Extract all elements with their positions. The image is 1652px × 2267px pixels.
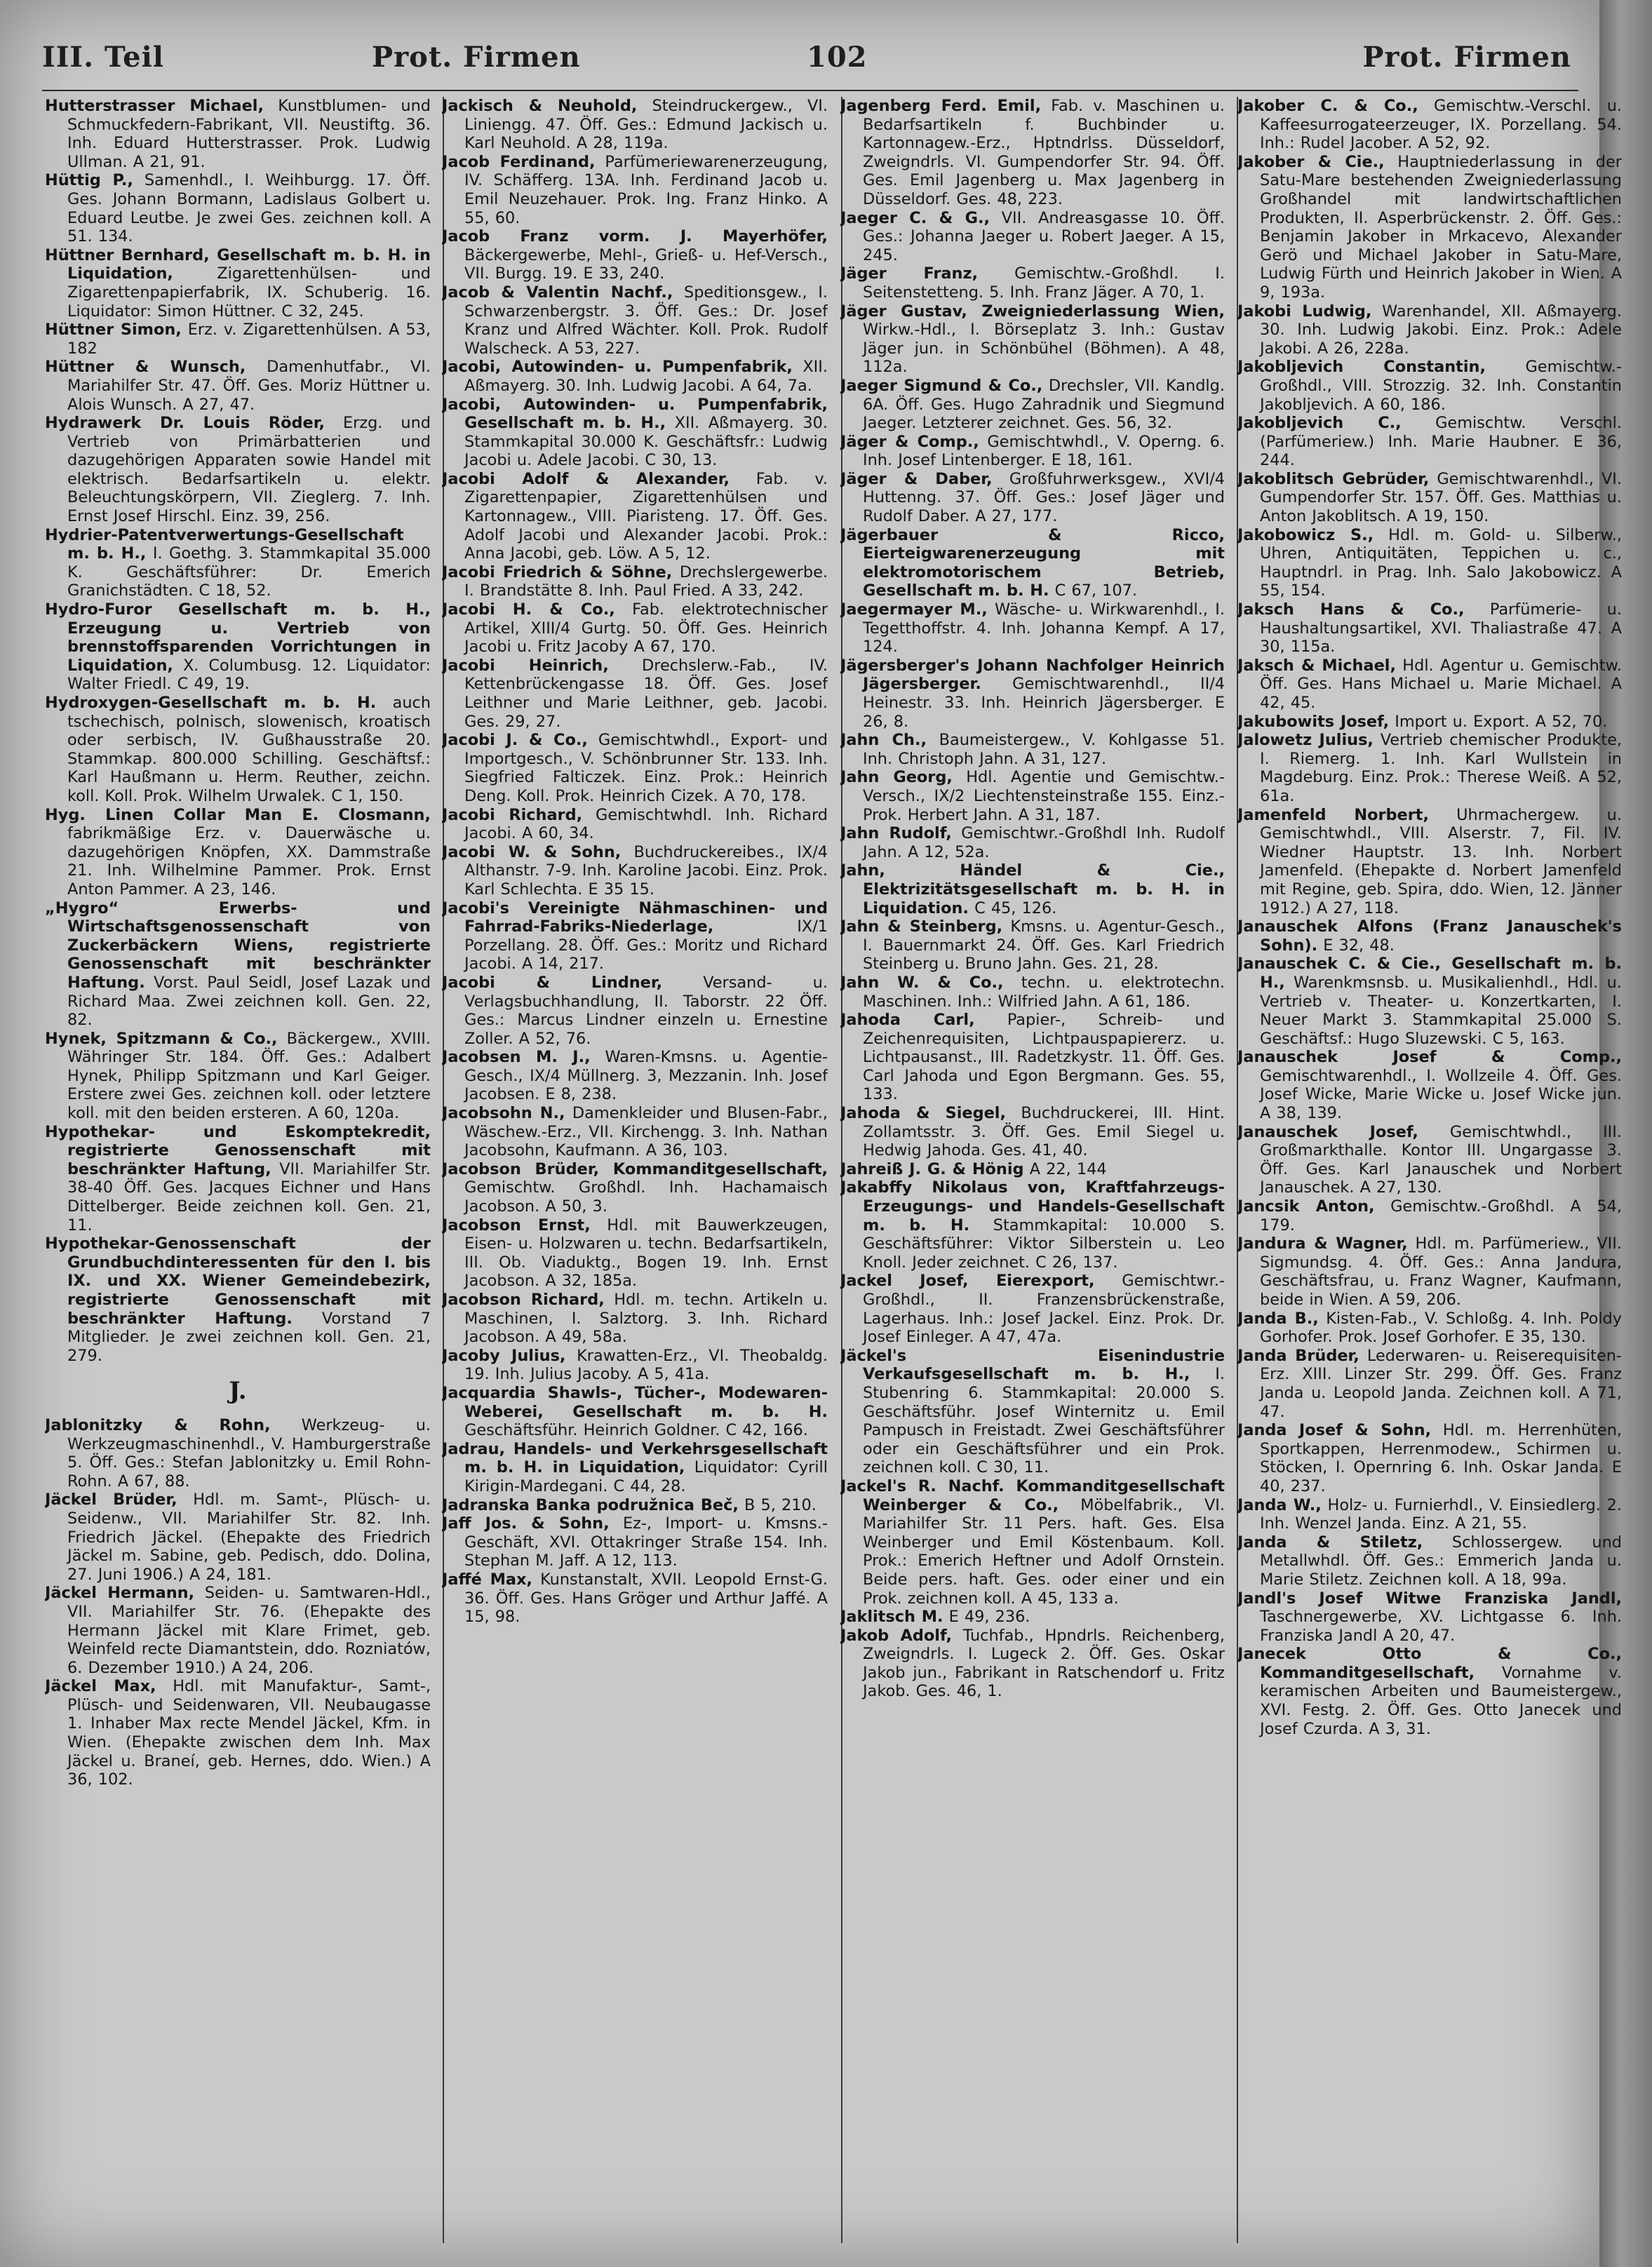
directory-entry: [1237, 731, 1622, 805]
directory-entry: [840, 768, 1225, 824]
directory-entry: [442, 358, 828, 395]
firm-name: Jaeger Sigmund & Co.,: [840, 376, 1043, 395]
column-4: [1237, 97, 1622, 2250]
firm-details: Gemischtwarenhdl., I. Wollzeile 4. Öff. Ges. Josef Wicke, Marie Wicke u. Josef Wicke jun. A 38, 139.: [1260, 1066, 1622, 1123]
firm-details: Damenkleider und Blusen-Fabr., Wäschew.-Erz., VII. Kirchengg. 3. Inh. Nathan Jacobsohn, Kaufmann. A 36, 103.: [464, 1104, 828, 1160]
firm-details: Vorst. Paul Seidl, Josef Lazak und Richard Maa. Zwei zeichnen koll. Gen. 22, 82.: [67, 973, 431, 1030]
firm-details: Werkzeug- u. Werkzeugmaschinenhdl., V. Hamburgerstraße 5. Öff. Ges.: Stefan Jablonitzky u. Emil Rohn-Rohn. A 67, 88.: [67, 1415, 431, 1491]
firm-name: Jahn Georg,: [840, 768, 953, 787]
directory-entry: [1237, 1533, 1622, 1589]
directory-entry: [840, 1104, 1225, 1160]
directory-entry: [442, 899, 828, 974]
firm-details: Wirkw.-Hdl., I. Börseplatz 3. Inh.: Gustav Jäger jun. in Schönbühel (Böhmen). A 48, 112a.: [863, 321, 1225, 377]
directory-entry: [840, 861, 1225, 917]
firm-name: Jancsik Anton,: [1237, 1197, 1375, 1216]
directory-entry: [840, 917, 1225, 974]
firm-details: Damenhutfabr., VI. Mariahilfer Str. 47. Öff. Ges. Moriz Hüttner u. Alois Wunsch. A 27, 47.: [67, 358, 431, 414]
firm-details: fabrikmäßige Erz. v. Dauerwäsche u. dazugehörigen Knöpfen, XX. Dammstraße 21. Inh. Wilhelmine Pammer. Prok. Ernst Anton Pammer. A 23, 146.: [67, 824, 431, 899]
directory-entry: [442, 1216, 828, 1291]
page-header: [42, 41, 1571, 90]
firm-details: Gemischtwhdl., III. Großmarkthalle. Kontor III. Ungargasse 3. Öff. Ges. Karl Janauschek und Norbert Janauschek. A 27, 130.: [1260, 1122, 1622, 1197]
firm-name: Jakob Adolf,: [840, 1626, 952, 1645]
firm-name: Hüttig P.,: [45, 171, 133, 190]
directory-entry: [840, 1178, 1225, 1272]
firm-name: Jacoby Julius,: [442, 1346, 566, 1365]
firm-details: Import u. Export. A 52, 70.: [1395, 712, 1608, 731]
firm-name: Jacobi Heinrich,: [442, 656, 609, 675]
directory-entry: [1237, 955, 1622, 1048]
header-rule: [42, 90, 1578, 91]
firm-details: Gemischtw. Großhdl. Inh. Hachamaisch Jacobson. A 50, 3.: [464, 1178, 828, 1216]
firm-name: Hydrier-Patentverwertungs-Gesellschaft m. b. H.,: [45, 525, 404, 563]
directory-entry: [840, 1627, 1225, 1701]
firm-details: Buchdruckereibes., IX/4 Althanstr. 7-9. Inh. Karoline Jacobi. Einz. Prok. Karl Schlechta. E 35 15.: [464, 842, 828, 899]
firm-name: Jakubowits Josef,: [1237, 712, 1390, 731]
firm-name: Jägersberger's Johann Nachfolger Heinrich Jägersberger.: [840, 656, 1225, 694]
firm-name: Jaff Jos. & Sohn,: [442, 1514, 610, 1533]
firm-name: Jacob Franz vorm. J. Mayerhöfer,: [442, 227, 828, 246]
firm-details: Speditionsgew., I. Schwarzenbergstr. 3. Öff. Ges.: Dr. Josef Kranz und Alfred Wächter. Koll. Prok. Rudolf Walscheck. A 53, 227.: [464, 283, 828, 358]
running-title-left: Prot. Firmen: [372, 41, 581, 74]
firm-name: Jahoda Carl,: [840, 1011, 975, 1030]
directory-entry: [840, 302, 1225, 377]
firm-name: Jandl's Josef Witwe Franziska Jandl,: [1237, 1589, 1622, 1608]
firm-details: Uhrmachergew. u. Gemischtwhdl., VIII. Alserstr. 7, Fil. IV. Wiedner Hauptstr. 13. Inh. Norbert Jamenfeld. (Ehepakte d. Norbert Jamenfeld mit Regine, geb. Spira, ddo. Wien, 12. Jänner 1912.) A 27, 118.: [1260, 805, 1622, 917]
directory-entry: [1237, 657, 1622, 713]
firm-name: „Hygro“ Erwerbs- und Wirtschaftsgenossenschaft von Zuckerbäckern Wiens, registrierte Genossenschaft mit beschränkter Haftung.: [45, 899, 431, 992]
firm-name: Janda B.,: [1237, 1309, 1319, 1328]
directory-entry: [442, 974, 828, 1048]
firm-details: Lederwaren- u. Reiserequisiten-Erz. XIII. Linzer Str. 299. Öff. Ges. Franz Janda u. Leopold Janda. Zeichnen koll. A 71, 47.: [1260, 1346, 1622, 1421]
directory-entry: [1237, 1048, 1622, 1122]
directory-entry: [840, 1272, 1225, 1346]
firm-details: Parfümerie- u. Haushaltungsartikel, XVI. Thaliastraße 47. A 30, 115a.: [1260, 600, 1622, 657]
firm-details: X. Columbusg. 12. Liquidator: Walter Friedl. C 49, 19.: [67, 656, 431, 694]
directory-entry: [840, 657, 1225, 731]
firm-name: Jacobi & Lindner,: [442, 973, 663, 992]
firm-name: Jackisch & Neuhold,: [442, 97, 638, 115]
firm-details: Gemischtwr.-Großhdl., II. Franzensbrückenstraße, Lagerhaus. Inh.: Josef Jackel. Einz. Prok. Dr. Josef Einleger. A 47, 47a.: [863, 1272, 1225, 1347]
firm-name: Hynek, Spitzmann & Co.,: [45, 1029, 278, 1048]
directory-entry: [45, 1491, 431, 1584]
firm-name: Jablonitzky & Rohn,: [45, 1415, 271, 1434]
directory-entry: [442, 731, 828, 805]
directory-entry: [45, 1416, 431, 1491]
firm-details: IX/1 Porzellang. 28. Öff. Ges.: Moritz und Richard Jacobi. A 14, 217.: [464, 917, 828, 974]
firm-details: Holz- u. Furnierhdl., V. Einsiedlerg. 2. Inh. Wenzel Janda. Einz. A 21, 55.: [1260, 1495, 1622, 1533]
directory-entry: [442, 396, 828, 470]
firm-details: Kmsns. u. Agentur-Gesch., I. Bauernmarkt 24. Öff. Ges. Karl Friedrich Steinberg u. Bruno Jahn. Ges. 21, 28.: [863, 917, 1225, 974]
directory-entry: [840, 1160, 1225, 1179]
firm-name: Janda Josef & Sohn,: [1237, 1421, 1432, 1440]
firm-name: Jacobson Ernst,: [442, 1216, 591, 1235]
directory-entry: [442, 1440, 828, 1496]
directory-entry: [442, 1104, 828, 1160]
firm-details: auch tschechisch, polnisch, slowenisch, kroatisch oder serbisch, IV. Gußhausstraße 20. Stammkap. 800.000 Schilling. Geschäftsf.: Karl Haußmann u. Herm. Reuther, zeichn. koll. Koll. Prok. Wilhelm Urwalek. C 1, 150.: [67, 694, 431, 805]
firm-details: A 22, 144: [1029, 1159, 1107, 1178]
firm-name: Janecek Otto & Co., Kommanditgesellschaft,: [1237, 1645, 1622, 1682]
firm-name: Hydro-Furor Gesellschaft m. b. H., Erzeugung u. Vertrieb von brennstoffsparenden Vorrichtungen in Liquidation,: [45, 600, 431, 675]
firm-details: Gemischtw.-Großhdl. I. Seitenstetteng. 5. Inh. Franz Jäger. A 70, 1.: [863, 264, 1225, 302]
firm-details: Kisten-Fab., V. Schloßg. 4. Inh. Poldy Gorhofer. Prok. Josef Gorhofer. E 35, 130.: [1260, 1309, 1622, 1347]
directory-entry: [1237, 713, 1622, 732]
directory-entry: [840, 526, 1225, 600]
firm-details: XII. Aßmayerg. 30. Stammkapital 30.000 K. Geschäftsfr.: Ludwig Jacobi u. Adele Jacobi. C 30, 13.: [464, 414, 828, 470]
firm-details: Hdl. m. Herrenhüten, Sportkappen, Herrenmodew., Schirmen u. Stöcken, I. Opernring 6. Inh. Oskar Janda. E 40, 237.: [1260, 1421, 1622, 1495]
directory-entry: [840, 264, 1225, 302]
firm-details: Steindruckergew., VI. Liniengg. 47. Öff. Ges.: Edmund Jackisch u. Karl Neuhold. A 28, 119a.: [464, 97, 828, 153]
firm-details: Hauptniederlassung in der Satu-Mare bestehenden Zweigniederlassung Großhandel mit landwirtschaftlichen Produkten, II. Asperbrückenstr. 2. Öff. Ges.: Benjamin Jakober in Mrkacevo, Alexander Gerö und Michael Jakober in Satu-Mare, Ludwig Fürth und Heinrich Jakober in Wien. A 9, 193a.: [1260, 152, 1622, 302]
firm-details: techn. u. elektrotechn. Maschinen. Inh.: Wilfried Jahn. A 61, 186.: [863, 973, 1225, 1011]
firm-details: Tuchfab., Hpndrls. Reichenberg, Zweigndrls. I. Lugeck 2. Öff. Ges. Oskar Jakob jun., Fabrikant in Ratschendorf u. Fritz Jakob. Ges. 46, 1.: [863, 1626, 1225, 1701]
firm-name: Jahn W. & Co.,: [840, 973, 1004, 992]
firm-details: Fab. v. Zigarettenpapier, Zigarettenhülsen und Kartonnagew., VIII. Piaristeng. 17. Öff. Ges. Adolf Jacobi und Alexander Jacobi. Prok.: Anna Jacobi, geb. Löw. A 5, 12.: [464, 469, 828, 563]
directory-entry: [442, 1291, 828, 1347]
firm-name: Jacquardia Shawls-, Tücher-, Modewaren-Weberei, Gesellschaft m. b. H.: [442, 1383, 828, 1421]
directory-entry: [1237, 470, 1622, 526]
firm-details: Gemischtwr.-Großhdl Inh. Rudolf Jahn. A 12, 52a.: [863, 824, 1225, 861]
firm-details: Gemischtw. Verschl. (Parfümeriew.) Inh. Marie Haubner. E 36, 244.: [1260, 414, 1622, 470]
firm-name: Hydrawerk Dr. Louis Röder,: [45, 414, 325, 433]
directory-entry: [840, 1608, 1225, 1627]
firm-name: Jaksch Hans & Co.,: [1237, 600, 1465, 619]
directory-entry: [1237, 1347, 1622, 1421]
directory-entry: [442, 843, 828, 899]
firm-name: Jäckel Hermann,: [45, 1584, 195, 1603]
firm-name: Hypothekar- und Eskomptekredit, registrierte Genossenschaft mit beschränkter Haftung,: [45, 1122, 431, 1178]
firm-details: Gemischtwhdl., Export- und Importgesch., V. Schönbrunner Str. 133. Inh. Siegfried Falticzek. Einz. Prok.: Heinrich Deng. Koll. Prok. Heinrich Cizek. A 70, 178.: [464, 731, 828, 805]
directory-entry: [840, 974, 1225, 1011]
directory-entry: [1237, 1645, 1622, 1738]
directory-entry: [442, 806, 828, 843]
firm-name: Jacobi H. & Co.,: [442, 600, 615, 619]
directory-entry: [45, 97, 431, 171]
firm-details: Hdl. Agentur u. Gemischtw. Öff. Ges. Hans Michael u. Marie Michael. A 42, 45.: [1260, 656, 1622, 712]
firm-details: I. Goethg. 3. Stammkapital 35.000 K. Geschäftsführer: Dr. Emerich Granichstädten. C 18, 52.: [67, 544, 431, 600]
firm-name: Jacob & Valentin Nachf.,: [442, 283, 673, 302]
firm-name: Jacobson Richard,: [442, 1291, 605, 1309]
firm-details: B 5, 210.: [744, 1495, 817, 1514]
directory-entry: [1237, 1421, 1622, 1495]
firm-details: Stammkapital: 10.000 S. Geschäftsführer: Viktor Silberstein u. Leo Knoll. Jeder zeichnet. C 26, 137.: [863, 1216, 1225, 1272]
firm-name: Jacobsen M. J.,: [442, 1048, 591, 1067]
directory-entry: [442, 657, 828, 731]
firm-details: Hdl. m. Parfümeriew., VII. Sigmundsg. 4. Öff. Ges.: Anna Jandura, Geschäftsfrau, u. Franz Wagner, Kaufmann, beide in Wien. A 59, 206.: [1260, 1235, 1622, 1309]
firm-name: Jakobljevich Constantin,: [1237, 358, 1486, 377]
directory-entry: [840, 97, 1225, 209]
directory-entry: [442, 227, 828, 283]
firm-details: Hdl. m. Samt-, Plüsch- u. Seidenw., VII. Mariahilfer Str. 82. Inh. Friedrich Jäckel. (Ehepakte des Friedrich Jäckel m. Sabine, geb. Pedisch, ddo. Dolina, 27. Juni 1906.) A 24, 181.: [67, 1491, 431, 1584]
firm-details: C 67, 107.: [1054, 581, 1137, 600]
firm-name: Jacobi, Autowinden- u. Pumpenfabrik, Gesellschaft m. b. H.,: [442, 395, 828, 433]
firm-details: Buchdruckerei, III. Hint. Zollamtsstr. 3. Öff. Ges. Emil Siegel u. Hedwig Jahoda. Ges. 41, 40.: [863, 1104, 1225, 1160]
firm-name: Jahn Rudolf,: [840, 824, 952, 843]
firm-name: Jadrau, Handels- und Verkehrsgesellschaft m. b. H. in Liquidation,: [442, 1439, 828, 1477]
firm-details: Gemischtwhdl., V. Operng. 6. Inh. Josef Lintenberger. E 18, 161.: [863, 432, 1225, 470]
directory-entry: [442, 1160, 828, 1216]
firm-name: Janda W.,: [1237, 1495, 1322, 1514]
firm-name: Jakobi Ludwig,: [1237, 302, 1372, 321]
directory-entry: [45, 1123, 431, 1235]
firm-name: Hüttner Simon,: [45, 321, 182, 339]
firm-details: Gemischtw.-Großhdl., VIII. Strozzig. 32. Inh. Constantin Jakobljevich. A 60, 186.: [1260, 358, 1622, 414]
firm-name: Jahreiß J. G. & Hönig: [840, 1159, 1024, 1178]
firm-name: Hutterstrasser Michael,: [45, 97, 264, 115]
directory-entry: [840, 209, 1225, 265]
directory-entry: [442, 1384, 828, 1440]
directory-entry: [442, 600, 828, 657]
directory-entry: [442, 563, 828, 600]
firm-details: Hdl. m. techn. Artikeln u. Maschinen, I. Salztorg. 3. Inh. Richard Jacobson. A 49, 58a.: [464, 1291, 828, 1347]
firm-details: Seiden- u. Samtwaren-Hdl., VII. Mariahilfer Str. 76. (Ehepakte des Hermann Jäckel mit Klare Frimet, geb. Weinfeld recte Diamantstein, ddo. Rozniatów, 6. Dezember 1910.) A 24, 206.: [67, 1584, 431, 1677]
directory-entry: [1237, 1310, 1622, 1347]
firm-name: Jacobi Friedrich & Söhne,: [442, 563, 673, 581]
firm-name: Jakobljevich C.,: [1237, 414, 1402, 433]
firm-details: Papier-, Schreib- und Zeichenrequisiten, Lichtpauspapiererz. u. Lichtpausanst., III. Radetzkystr. 11. Öff. Ges. Carl Jahoda und Egon Bergmann. Ges. 55, 133.: [863, 1011, 1225, 1104]
firm-name: Jakabffy Nikolaus von, Kraftfahrzeugs-Erzeugungs- und Handels-Gesellschaft m. b. H.: [840, 1178, 1225, 1235]
directory-entry: [840, 600, 1225, 657]
directory-entry: [840, 1347, 1225, 1477]
firm-name: Jackel Josef, Eierexport,: [840, 1272, 1095, 1291]
directory-entry: [840, 470, 1225, 526]
firm-details: Möbelfabrik., VI. Mariahilfer Str. 11 Pers. haft. Ges. Elsa Weinberger und Emil Köstenbaum. Koll. Prok.: Emerich Heftner und Adolf Ornstein. Beide pers. haft. Ges. oder einer und ein Prok. zeichnen koll. A 45, 133 a.: [863, 1495, 1225, 1608]
firm-name: Hüttner Bernhard, Gesellschaft m. b. H. in Liquidation,: [45, 245, 431, 283]
firm-name: Jahn, Händel & Cie., Elektrizitätsgesellschaft m. b. H. in Liquidation.: [840, 861, 1225, 917]
directory-entry: [45, 321, 431, 358]
firm-details: Fab. v. Maschinen u. Bedarfsartikeln f. Buchbinder u. Kartonnagew.-Erz., Hptndrlss. Düsseldorf, Zweigndrls. VI. Gumpendorfer Str. 94. Öff. Ges. Emil Jagenberg u. Max Jagenberg in Düsseldorf. Ges. 48, 223.: [863, 97, 1225, 208]
firm-name: Hüttner & Wunsch,: [45, 358, 246, 377]
firm-name: Jaffé Max,: [442, 1570, 532, 1589]
directory-entry: [442, 1496, 828, 1515]
firm-details: Zigarettenhülsen- und Zigarettenpapierfabrik, IX. Schuberig. 16. Liquidator: Simon Hüttner. C 32, 245.: [67, 264, 431, 321]
firm-details: Vornahme v. keramischen Arbeiten und Baumeistergew., XVI. Festg. 2. Öff. Ges. Otto Janecek und Josef Czurda. A 3, 31.: [1260, 1663, 1622, 1738]
firm-name: Jacobson Brüder, Kommanditgesellschaft,: [442, 1159, 828, 1178]
directory-entry: [1237, 153, 1622, 302]
directory-entry: [442, 97, 828, 153]
firm-details: Drechslergewerbe. I. Brandstätte 8. Inh. Paul Fried. A 33, 242.: [464, 563, 828, 600]
directory-entry: [1237, 414, 1622, 470]
firm-details: VII. Mariahilfer Str. 38-40 Öff. Ges. Jacques Eichner und Hans Dittelberger. Beide zeichnen koll. Gen. 21, 11.: [67, 1159, 431, 1235]
firm-name: Jäckel Max,: [45, 1677, 156, 1696]
directory-entry: [840, 731, 1225, 768]
firm-details: Krawatten-Erz., VI. Theobaldg. 19. Inh. Julius Jacoby. A 5, 41a.: [464, 1346, 828, 1384]
directory-entry: [442, 283, 828, 358]
firm-details: Geschäftsführ. Heinrich Goldner. C 42, 166.: [464, 1421, 808, 1440]
firm-details: Warenkmsnsb. u. Musikalienhdl., Hdl. u. Vertrieb v. Theater- u. Konzertkarten, I. Neuer Markt 3. Stammkapital 25.000 S. Geschäftsf.: Hugo Sluzewski. C 5, 163.: [1260, 973, 1622, 1048]
firm-details: C 45, 126.: [974, 899, 1057, 917]
part-label: III. Teil: [42, 41, 164, 74]
directory-entry: [840, 824, 1225, 861]
directory-entry: [840, 1477, 1225, 1608]
firm-details: Baumeistergew., V. Kohlgasse 51. Inh. Christoph Jahn. A 31, 127.: [863, 731, 1225, 768]
firm-details: Hdl. m. Gold- u. Silberw., Uhren, Antiquitäten, Teppichen u. c., Hauptndrl. in Prag. Inh. Salo Jakobowicz. A 55, 154.: [1260, 525, 1622, 600]
firm-details: Hdl. Agentie und Gemischtw.-Versch., IX/2 Liechtensteinstraße 155. Einz.-Prok. Herbert Jahn. A 31, 187.: [863, 768, 1225, 824]
directory-entry: [45, 1677, 431, 1789]
firm-details: Bäckergewerbe, Mehl-, Grieß- u. Hef-Versch., VII. Burgg. 19. E 33, 240.: [464, 245, 828, 283]
firm-details: Liquidator: Cyrill Kirigin-Mardegani. C 44, 28.: [464, 1458, 828, 1495]
firm-details: Waren-Kmsns. u. Agentie-Gesch., IX/4 Müllnerg. 3, Mezzanin. Inh. Josef Jacobsen. E 8, 238.: [464, 1048, 828, 1104]
firm-details: VII. Andreasgasse 10. Öff. Ges.: Johanna Jaeger u. Robert Jaeger. A 15, 245.: [863, 208, 1225, 264]
directory-entry: [1237, 358, 1622, 414]
firm-name: Jäger Franz,: [840, 264, 979, 283]
firm-name: Jacobsohn N.,: [442, 1104, 565, 1123]
firm-name: Jacobi, Autowinden- u. Pumpenfabrik,: [442, 358, 793, 377]
firm-name: Janauschek C. & Cie., Gesellschaft m. b. H.,: [1237, 955, 1622, 992]
directory-entry: [442, 1514, 828, 1570]
firm-name: Jadranska Banka podružnica Beč,: [442, 1495, 739, 1514]
firm-details: Samenhdl., I. Weihburgg. 17. Öff. Ges. Johann Bormann, Ladislaus Golbert u. Eduard Leutbe. Je zwei Ges. zeichnen koll. A 51. 134.: [67, 171, 431, 246]
firm-name: Jagenberg Ferd. Emil,: [840, 97, 1042, 115]
directory-entry: [1237, 1235, 1622, 1309]
firm-details: E 32, 48.: [1323, 936, 1395, 955]
directory-entry: [45, 171, 431, 245]
firm-name: Jacobi Adolf & Alexander,: [442, 469, 730, 488]
firm-name: Jäger & Daber,: [840, 469, 993, 488]
firm-details: Parfümeriewarenerzeugung, IV. Schäfferg. 13A. Inh. Ferdinand Jacob u. Emil Neuzehauer. Prok. Ing. Franz Hinko. A 55, 60.: [464, 152, 828, 227]
directory-entry: [840, 1011, 1225, 1104]
firm-name: Jacobi's Vereinigte Nähmaschinen- und Fahrrad-Fabriks-Niederlage,: [442, 899, 828, 936]
firm-name: Jacob Ferdinand,: [442, 152, 596, 171]
firm-details: Drechslerw.-Fab., IV. Kettenbrückengasse 18. Öff. Ges. Josef Leithner und Marie Leithner, geb. Jacobi. Ges. 29, 27.: [464, 656, 828, 731]
directory-entry: [45, 1235, 431, 1365]
firm-name: Jakobowicz S.,: [1237, 525, 1374, 544]
directory-entry: [840, 377, 1225, 433]
firm-details: Ez-, Import- u. Kmsns.-Geschäft, XVI. Ottakringer Straße 154. Inh. Stephan M. Jaff. A 12, 113.: [464, 1514, 828, 1570]
firm-details: E 49, 236.: [948, 1608, 1030, 1627]
firm-name: Jamenfeld Norbert,: [1237, 805, 1429, 824]
directory-entry: [442, 470, 828, 563]
firm-name: Jackel's R. Nachf. Kommanditgesellschaft Weinberger & Co.,: [840, 1476, 1225, 1514]
firm-name: Jäger Gustav, Zweigniederlassung Wien,: [840, 302, 1225, 321]
directory-entry: [45, 806, 431, 899]
section-heading: J.: [229, 1377, 247, 1406]
directory-entry: [1237, 526, 1622, 600]
directory-entry: [45, 414, 431, 526]
directory-entry: [1237, 1589, 1622, 1646]
firm-name: Jalowetz Julius,: [1237, 731, 1374, 750]
firm-details: Vertrieb chemischer Produkte, I. Riemerg. 1. Inh. Karl Wullstein in Magdeburg. Einz. Prok.: Therese Weiß. A 52, 61a.: [1260, 731, 1622, 805]
firm-details: XII. Aßmayerg. 30. Inh. Ludwig Jacobi. A 64, 7a.: [464, 358, 828, 395]
directory-entry: [1237, 600, 1622, 657]
firm-details: Hdl. mit Bauwerkzeugen, Eisen- u. Holzwaren u. techn. Bedarfsartikeln, III. Ob. Viaduktg., Bogen 19. Inh. Ernst Jacobson. A 32, 185a.: [464, 1216, 828, 1291]
column-2: [442, 97, 828, 2250]
directory-entry: [45, 600, 431, 694]
firm-details: Hdl. mit Manufaktur-, Samt-, Plüsch- und Seidenwaren, VII. Neubaugasse 1. Inhaber Max recte Mendel Jäckel, Kfm. in Wien. (Ehepakte zwischen dem Inh. Max Jäckel u. Braneí, geb. Hernes, ddo. Wien.) A 36, 102.: [67, 1677, 431, 1789]
firm-name: Jakober & Cie.,: [1237, 152, 1385, 171]
directory-entry: [45, 899, 431, 1030]
firm-name: Hyg. Linen Collar Man E. Closmann,: [45, 805, 431, 824]
firm-name: Janda & Stiletz,: [1237, 1533, 1423, 1552]
directory-entry: [45, 1584, 431, 1677]
firm-details: Gemischtw.-Großhdl. A 54, 179.: [1260, 1197, 1622, 1235]
firm-details: Gemischtwarenhdl., VI. Gumpendorfer Str. 157. Öff. Ges. Matthias u. Anton Jakoblitsch. A 19, 150.: [1260, 469, 1622, 526]
firm-name: Jahn Ch.,: [840, 731, 927, 750]
directory-entry: [1237, 917, 1622, 955]
firm-details: Warenhandel, XII. Aßmayerg. 30. Inh. Ludwig Jakobi. Einz. Prok.: Adele Jakobi. A 26, 228a.: [1260, 302, 1622, 358]
directory-entry: [442, 1048, 828, 1104]
directory-entry: [1237, 97, 1622, 153]
firm-name: Jaeger C. & G.,: [840, 208, 990, 227]
firm-details: Schlossergew. und Metallwhdl. Öff. Ges.: Emmerich Janda u. Marie Stiletz. Zeichnen koll. A 18, 99a.: [1260, 1533, 1622, 1589]
firm-name: Janauschek Josef,: [1237, 1122, 1418, 1141]
directory-entry: [840, 433, 1225, 470]
firm-details: Wäsche- u. Wirkwarenhdl., I. Tegetthoffstr. 4. Inh. Johanna Kempf. A 17, 124.: [863, 600, 1225, 657]
firm-name: Janauschek Josef & Comp.,: [1237, 1048, 1622, 1067]
firm-details: Gemischtw.-Verschl. u. Kaffeesurrogateerzeuger, IX. Porzellang. 54. Inh.: Rudel Jacober. A 52, 92.: [1260, 97, 1622, 153]
firm-name: Jahn & Steinberg,: [840, 917, 1003, 936]
directory-entry: [1237, 806, 1622, 918]
firm-name: Jaklitsch M.: [840, 1608, 943, 1627]
column-1: [45, 97, 431, 2250]
firm-details: Erzg. und Vertrieb von Primärbatterien und dazugehörigen Apparaten sowie Handel mit elektrisch. Bedarfsartikeln u. elektr. Beleuchtungskörpern, VII. Zieglerg. 7. Inh. Ernst Josef Hirschl. Einz. 39, 256.: [67, 414, 431, 526]
running-title-right: Prot. Firmen: [1362, 41, 1571, 74]
firm-name: Hypothekar-Genossenschaft der Grundbuchdinteressenten für den I. bis IX. und XX. Wiener Gemeindebezirk, registrierte Genossenschaft mit beschränkter Haftung.: [45, 1235, 431, 1328]
directory-entry: [1237, 302, 1622, 358]
firm-name: Janauschek Alfons (Franz Janauschek's Sohn).: [1237, 917, 1622, 955]
firm-name: Jaksch & Michael,: [1237, 656, 1396, 675]
firm-details: Fab. elektrotechnischer Artikel, XIII/4 Gurtg. 50. Öff. Ges. Heinrich Jacobi u. Fritz Jacoby A 67, 170.: [464, 600, 828, 657]
firm-name: Jägerbauer & Ricco, Eierteigwarenerzeugung mit elektromotorischem Betrieb, Gesellschaft m. b. H.: [840, 525, 1225, 600]
page-number: 102: [807, 41, 868, 74]
firm-name: Jandura & Wagner,: [1237, 1235, 1408, 1253]
directory-entry: [1237, 1197, 1622, 1235]
directory-entry: [1237, 1123, 1622, 1197]
firm-name: Jacobi Richard,: [442, 805, 583, 824]
directory-entry: [45, 1030, 431, 1123]
directory-entry: [1237, 1496, 1622, 1533]
firm-details: Vorstand 7 Mitglieder. Je zwei zeichnen koll. Gen. 21, 279.: [67, 1309, 431, 1365]
directory-entry: [45, 246, 431, 321]
firm-details: Drechsler, VII. Kandlg. 6A. Öff. Ges. Hugo Zahradnik und Siegmund Jaeger. Letzterer zeichnet. Ges. 56, 32.: [863, 376, 1225, 433]
firm-name: Janda Brüder,: [1237, 1346, 1359, 1365]
firm-name: Jäckel Brüder,: [45, 1491, 177, 1509]
firm-name: Jaegermayer M.,: [840, 600, 988, 619]
directory-entry: [45, 526, 431, 600]
firm-details: Großfuhrwerksgew., XVI/4 Huttenng. 37. Öff. Ges.: Josef Jäger und Rudolf Daber. A 27, 177.: [863, 469, 1225, 526]
directory-entry: [442, 1347, 828, 1384]
columns: [45, 97, 1622, 2250]
firm-name: Jäckel's Eisenindustrie Verkaufsgesellschaft m. b. H.,: [840, 1346, 1225, 1384]
firm-name: Jäger & Comp.,: [840, 432, 979, 451]
firm-details: Erz. v. Zigarettenhülsen. A 53, 182: [67, 321, 431, 358]
column-3: [840, 97, 1225, 2250]
firm-name: Jakober C. & Co.,: [1237, 97, 1418, 115]
firm-name: Hydroxygen-Gesellschaft m. b. H.: [45, 694, 377, 712]
firm-details: Taschnergewerbe, XV. Lichtgasse 6. Inh. Franziska Jandl A 20, 47.: [1260, 1608, 1622, 1645]
firm-name: Jahoda & Siegel,: [840, 1104, 1006, 1123]
firm-details: Bäckergew., XVIII. Währinger Str. 184. Öff. Ges.: Adalbert Hynek, Philipp Spitzmann und Karl Geiger. Erstere zwei Ges. zeichnen koll. oder letztere koll. mit den beiden ersteren. A 60, 120a.: [67, 1029, 431, 1123]
firm-name: Jakoblitsch Gebrüder,: [1237, 469, 1430, 488]
firm-details: Kunstblumen- und Schmuckfedern-Fabrikant, VII. Neustiftg. 36. Inh. Eduard Hutterstrasser. Prok. Ludwig Ullman. A 21, 91.: [67, 97, 431, 171]
firm-details: Gemischtwhdl. Inh. Richard Jacobi. A 60, 34.: [464, 805, 828, 843]
directory-entry: [45, 694, 431, 806]
firm-details: Versand- u. Verlagsbuchhandlung, II. Taborstr. 22 Öff. Ges.: Marcus Lindner einzeln u. Ernestine Zoller. A 52, 76.: [464, 973, 828, 1048]
directory-entry: [442, 1570, 828, 1627]
firm-name: Jacobi J. & Co.,: [442, 731, 588, 750]
firm-details: Gemischtwarenhdl., II/4 Heinestr. 33. Inh. Heinrich Jägersberger. E 26, 8.: [863, 675, 1225, 731]
directory-entry: [45, 358, 431, 414]
directory-entry: [442, 153, 828, 227]
firm-details: I. Stubenring 6. Stammkapital: 20.000 S. Geschäftsführ. Josef Winternitz u. Emil Pampusch in Freistadt. Zwei Geschäftsführer oder ein Geschäftsführer und ein Prok. zeichnen koll. C 30, 11.: [863, 1365, 1225, 1477]
firm-details: Kunstanstalt, XVII. Leopold Ernst-G. 36. Öff. Ges. Hans Gröger und Arthur Jaffé. A 15, 98.: [464, 1570, 828, 1627]
firm-name: Jacobi W. & Sohn,: [442, 842, 622, 861]
